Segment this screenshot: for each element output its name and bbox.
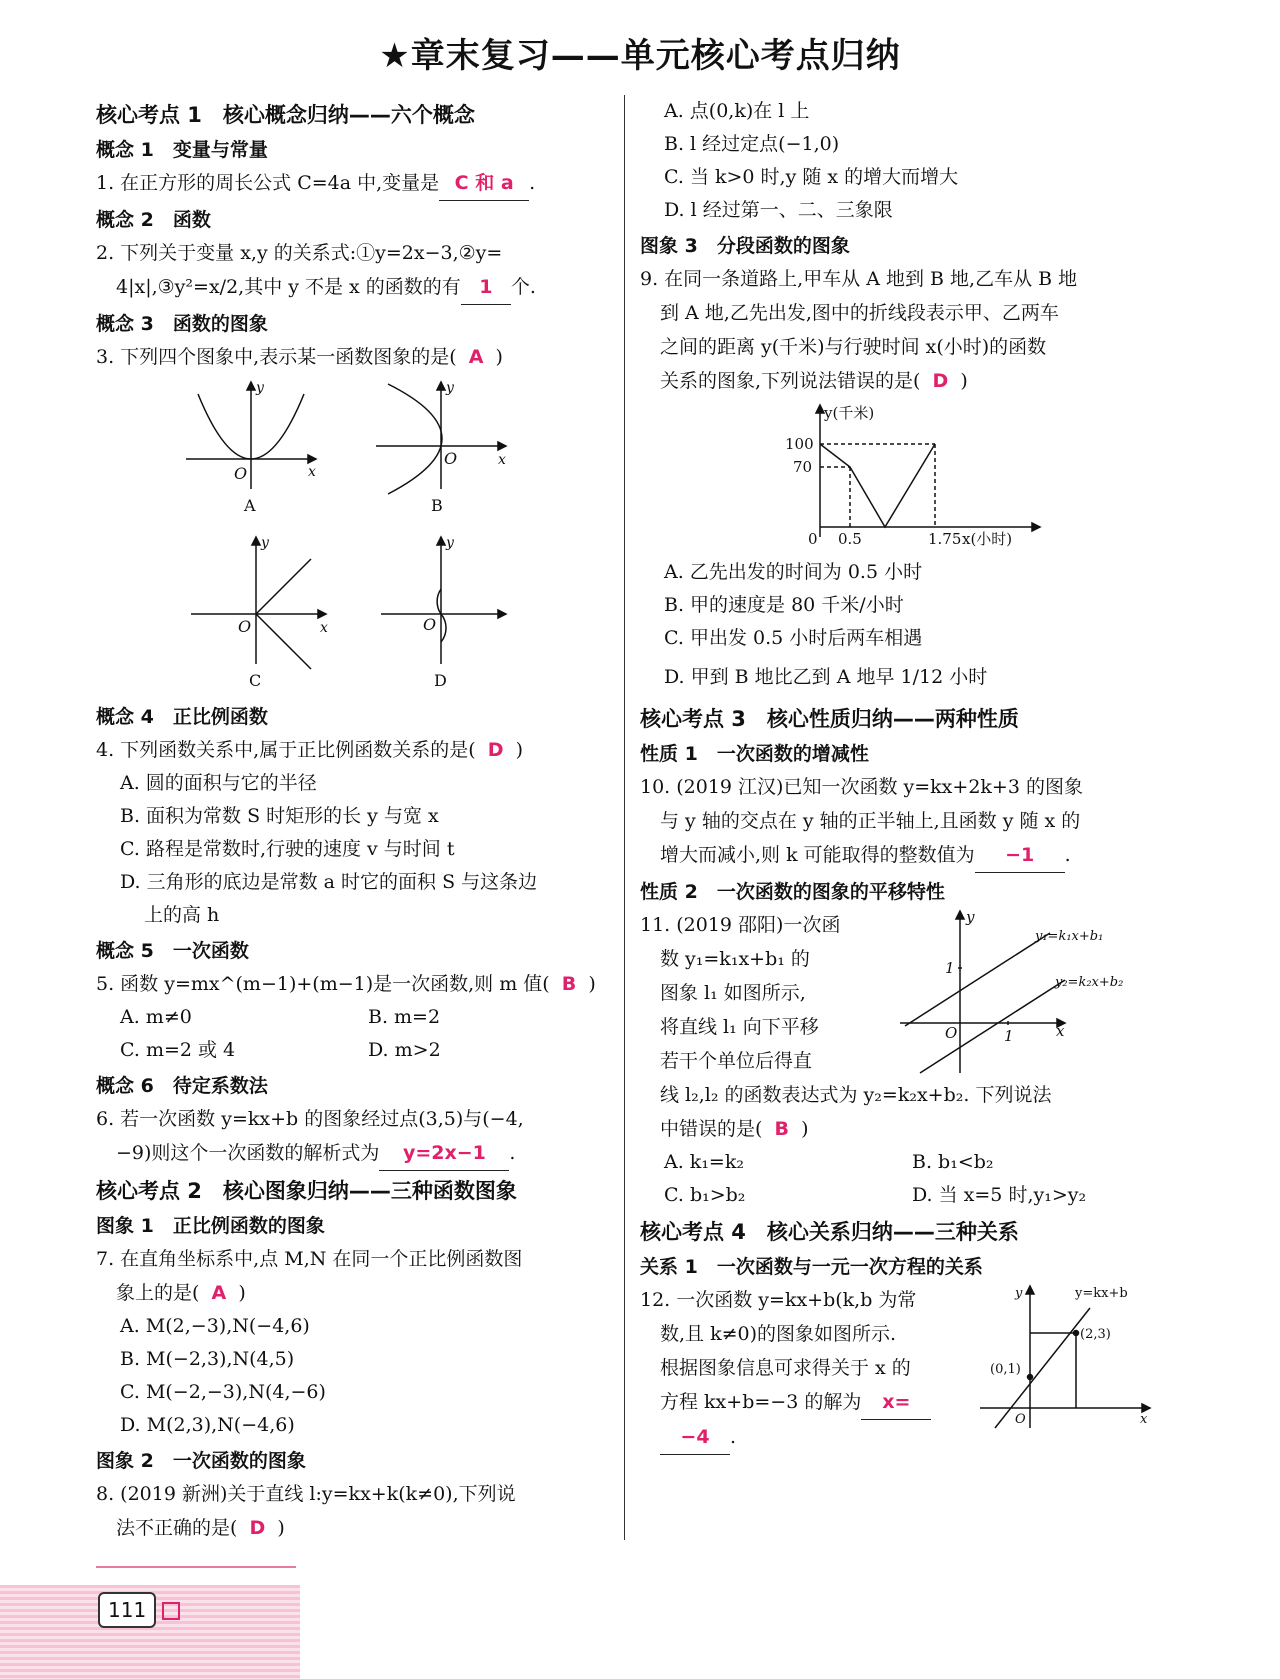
column-divider (624, 95, 625, 1540)
svg-text:C: C (249, 671, 262, 690)
svg-text:x: x (498, 452, 506, 468)
question-11-line4: 将直线 l₁ 向下平移 (660, 1016, 819, 1038)
svg-text:O: O (1015, 1412, 1026, 1427)
svg-text:0.5: 0.5 (838, 530, 862, 548)
question-11-line3: 图象 l₁ 如图所示, (660, 982, 806, 1004)
question-9c: 之间的距离 y(千米)与行驶时间 x(小时)的函数 (660, 336, 1047, 358)
footer-rule (96, 1566, 296, 1568)
question-12d: 方程 kx+b=−3 的解为 x= (640, 1385, 980, 1420)
property2-title: 性质 2 一次函数的图象的平移特性 (640, 881, 945, 903)
answer-9: D (932, 370, 949, 392)
image3-title: 图象 3 分段函数的图象 (640, 235, 850, 257)
svg-text:1.75: 1.75 (928, 530, 962, 548)
q12-graph (980, 1283, 1160, 1433)
svg-text:100: 100 (785, 435, 814, 453)
question-2b: 4|x|,③y²=x/2,其中 y 不是 x 的函数的有 1 个. (96, 270, 616, 305)
answer-3: A (468, 346, 484, 368)
svg-text:x: x (308, 464, 316, 480)
q3-figures (96, 374, 616, 694)
svg-text:O: O (234, 464, 248, 483)
svg-text:(2,3): (2,3) (1080, 1327, 1111, 1342)
answer-10: −1 (1005, 844, 1035, 866)
q4-option-a: A. 圆的面积与它的半径 (120, 772, 317, 794)
svg-text:B: B (431, 496, 443, 515)
q8-option-d: D. l 经过第一、二、三象限 (664, 199, 893, 221)
question-11-line1: 11. (2019 邵阳)一次函 (640, 914, 841, 936)
q11-options-row2: C. b₁>b₂ D. 当 x=5 时,y₁>y₂ (664, 1184, 1087, 1206)
svg-text:y: y (256, 380, 264, 396)
answer-5: B (561, 973, 577, 995)
footer-square-icon (162, 1602, 180, 1620)
right-column (640, 95, 1160, 1455)
question-6b: −9)则这个一次函数的解析式为 y=2x−1 . (96, 1136, 616, 1171)
question-11-line2: 数 y₁=k₁x+b₁ 的 (660, 948, 810, 970)
svg-text:70: 70 (793, 458, 813, 476)
question-10a: 10. (2019 江汉)已知一次函数 y=kx+2k+3 的图象 (640, 776, 1083, 798)
q9-option-b: B. 甲的速度是 80 千米/小时 (664, 594, 904, 616)
concept4-title: 概念 4 正比例函数 (96, 706, 268, 728)
kp2-title: 核心考点 2 核心图象归纳——三种函数图象 (96, 1179, 517, 1203)
svg-text:y: y (1015, 1286, 1023, 1301)
image1-title: 图象 1 正比例函数的图象 (96, 1215, 325, 1237)
question-8a: 8. (2019 新洲)关于直线 l:y=kx+k(k≠0),下列说 (96, 1483, 516, 1505)
question-3: 3. 下列四个图象中,表示某一函数图象的是( A ) (96, 346, 503, 368)
answer-1: C 和 a (454, 172, 514, 194)
q7-option-a: A. M(2,−3),N(−4,6) (120, 1315, 310, 1337)
question-11f: 线 l₂,l₂ 的函数表达式为 y₂=k₂x+b₂. 下列说法 (660, 1084, 1052, 1106)
figure-b (376, 380, 506, 515)
q12-block (640, 1283, 1160, 1455)
question-7b: 象上的是( A ) (116, 1282, 246, 1304)
question-1: 1. 在正方形的周长公式 C=4a 中,变量是 C 和 a . (96, 166, 616, 201)
q7-option-d: D. M(2,3),N(−4,6) (120, 1414, 295, 1436)
svg-text:(0,1): (0,1) (990, 1362, 1021, 1377)
answer-11: B (774, 1118, 789, 1140)
q8-option-a: A. 点(0,k)在 l 上 (664, 100, 810, 122)
question-11g: 中错误的是( B ) (660, 1118, 809, 1140)
image2-title: 图象 2 一次函数的图象 (96, 1450, 306, 1472)
question-9d: 关系的图象,下列说法错误的是( D ) (660, 370, 968, 392)
q9-option-c: C. 甲出发 0.5 小时后两车相遇 (664, 627, 923, 649)
svg-text:D: D (434, 671, 447, 690)
q5-options-row2: C. m=2 或 4 D. m>2 (120, 1039, 441, 1061)
svg-text:O: O (444, 449, 458, 468)
question-10c: 增大而减小,则 k 可能取得的整数值为 −1 . (640, 838, 1160, 873)
question-9a: 9. 在同一条道路上,甲车从 A 地到 B 地,乙车从 B 地 (640, 268, 1078, 290)
answer-12a: x= (882, 1391, 911, 1413)
svg-text:1: 1 (945, 959, 955, 977)
q4-option-d-cont: 上的高 h (144, 904, 220, 926)
question-6a: 6. 若一次函数 y=kx+b 的图象经过点(3,5)与(−4, (96, 1108, 524, 1130)
answer-12b: −4 (680, 1426, 710, 1448)
answer-6: y=2x−1 (402, 1142, 486, 1164)
kp4-title: 核心考点 4 核心关系归纳——三种关系 (640, 1220, 1019, 1244)
svg-text:y(千米): y(千米) (824, 404, 875, 422)
svg-text:y: y (966, 908, 975, 926)
question-7a: 7. 在直角坐标系中,点 M,N 在同一个正比例函数图 (96, 1248, 523, 1270)
svg-text:y=kx+b: y=kx+b (1075, 1286, 1128, 1301)
question-12-line3: 根据图象信息可求得关于 x 的 (660, 1357, 911, 1379)
kp1-title: 核心考点 1 核心概念归纳——六个概念 (96, 103, 475, 127)
q4-option-b: B. 面积为常数 S 时矩形的长 y 与宽 x (120, 805, 439, 827)
svg-text:x: x (320, 620, 328, 636)
svg-text:0: 0 (808, 530, 818, 548)
q4-option-d: D. 三角形的底边是常数 a 时它的面积 S 与这条边 (120, 871, 538, 893)
left-column (96, 95, 616, 1545)
svg-text:O: O (423, 615, 437, 634)
svg-text:x(小时): x(小时) (962, 530, 1013, 548)
q5-options-row1: A. m≠0 B. m=2 (120, 1006, 441, 1028)
q7-option-c: C. M(−2,−3),N(4,−6) (120, 1381, 326, 1403)
concept3-title: 概念 3 函数的图象 (96, 313, 268, 335)
svg-text:x: x (1140, 1412, 1148, 1427)
property1-title: 性质 1 一次函数的增减性 (640, 743, 869, 765)
svg-text:1: 1 (1004, 1027, 1014, 1045)
q8-option-b: B. l 经过定点(−1,0) (664, 133, 840, 155)
svg-text:y: y (446, 380, 454, 396)
page-number: 111 (98, 1592, 156, 1628)
figure-a (186, 380, 316, 515)
figure-d (381, 535, 506, 690)
question-10b: 与 y 轴的交点在 y 轴的正半轴上,且函数 y 随 x 的 (660, 810, 1081, 832)
svg-text:O: O (945, 1024, 958, 1042)
svg-text:y: y (446, 535, 454, 551)
figure-c (191, 535, 328, 690)
q9-graph (750, 402, 1050, 552)
q7-option-b: B. M(−2,3),N(4,5) (120, 1348, 295, 1370)
svg-text:y₁=k₁x+b₁: y₁=k₁x+b₁ (1035, 929, 1104, 944)
q9-option-a: A. 乙先出发的时间为 0.5 小时 (664, 561, 923, 583)
q8-option-c: C. 当 k>0 时,y 随 x 的增大而增大 (664, 166, 959, 188)
answer-8: D (249, 1517, 266, 1539)
svg-text:y: y (261, 535, 269, 551)
svg-text:A: A (244, 496, 256, 515)
question-12-line1: 12. 一次函数 y=kx+b(k,b 为常 (640, 1289, 917, 1311)
q11-options-row1: A. k₁=k₂ B. b₁<b₂ (664, 1151, 994, 1173)
question-12-line2: 数,且 k≠0)的图象如图所示. (660, 1323, 897, 1345)
question-8b: 法不正确的是( D ) (116, 1517, 285, 1539)
q11-graph (890, 908, 1160, 1078)
svg-text:x: x (1056, 1022, 1065, 1040)
q11-block (640, 908, 1160, 1078)
answer-7: A (211, 1282, 227, 1304)
concept2-title: 概念 2 函数 (96, 209, 211, 231)
concept1-title: 概念 1 变量与常量 (96, 139, 268, 161)
svg-text:y₂=k₂x+b₂: y₂=k₂x+b₂ (1055, 975, 1124, 990)
answer-4: D (487, 739, 504, 761)
question-4: 4. 下列函数关系中,属于正比例函数关系的是( D ) (96, 739, 524, 761)
q4-option-c: C. 路程是常数时,行驶的速度 v 与时间 t (120, 838, 455, 860)
svg-text:O: O (238, 617, 252, 636)
question-5: 5. 函数 y=mx^(m−1)+(m−1)是一次函数,则 m 值( B ) (96, 973, 596, 995)
question-12e: −4 . (640, 1420, 980, 1455)
q9-option-d: D. 甲到 B 地比乙到 A 地早 1/12 小时 (664, 666, 988, 688)
concept5-title: 概念 5 一次函数 (96, 940, 249, 962)
relation1-title: 关系 1 一次函数与一元一次方程的关系 (640, 1256, 983, 1278)
page-title: ★章末复习——单元核心考点归纳 (379, 36, 901, 76)
concept6-title: 概念 6 待定系数法 (96, 1075, 268, 1097)
question-2a: 2. 下列关于变量 x,y 的关系式:①y=2x−3,②y= (96, 242, 503, 264)
question-9b: 到 A 地,乙先出发,图中的折线段表示甲、乙两车 (660, 302, 1059, 324)
kp3-title: 核心考点 3 核心性质归纳——两种性质 (640, 707, 1019, 731)
answer-2: 1 (479, 276, 493, 298)
question-11-line5: 若干个单位后得直 (660, 1050, 813, 1072)
